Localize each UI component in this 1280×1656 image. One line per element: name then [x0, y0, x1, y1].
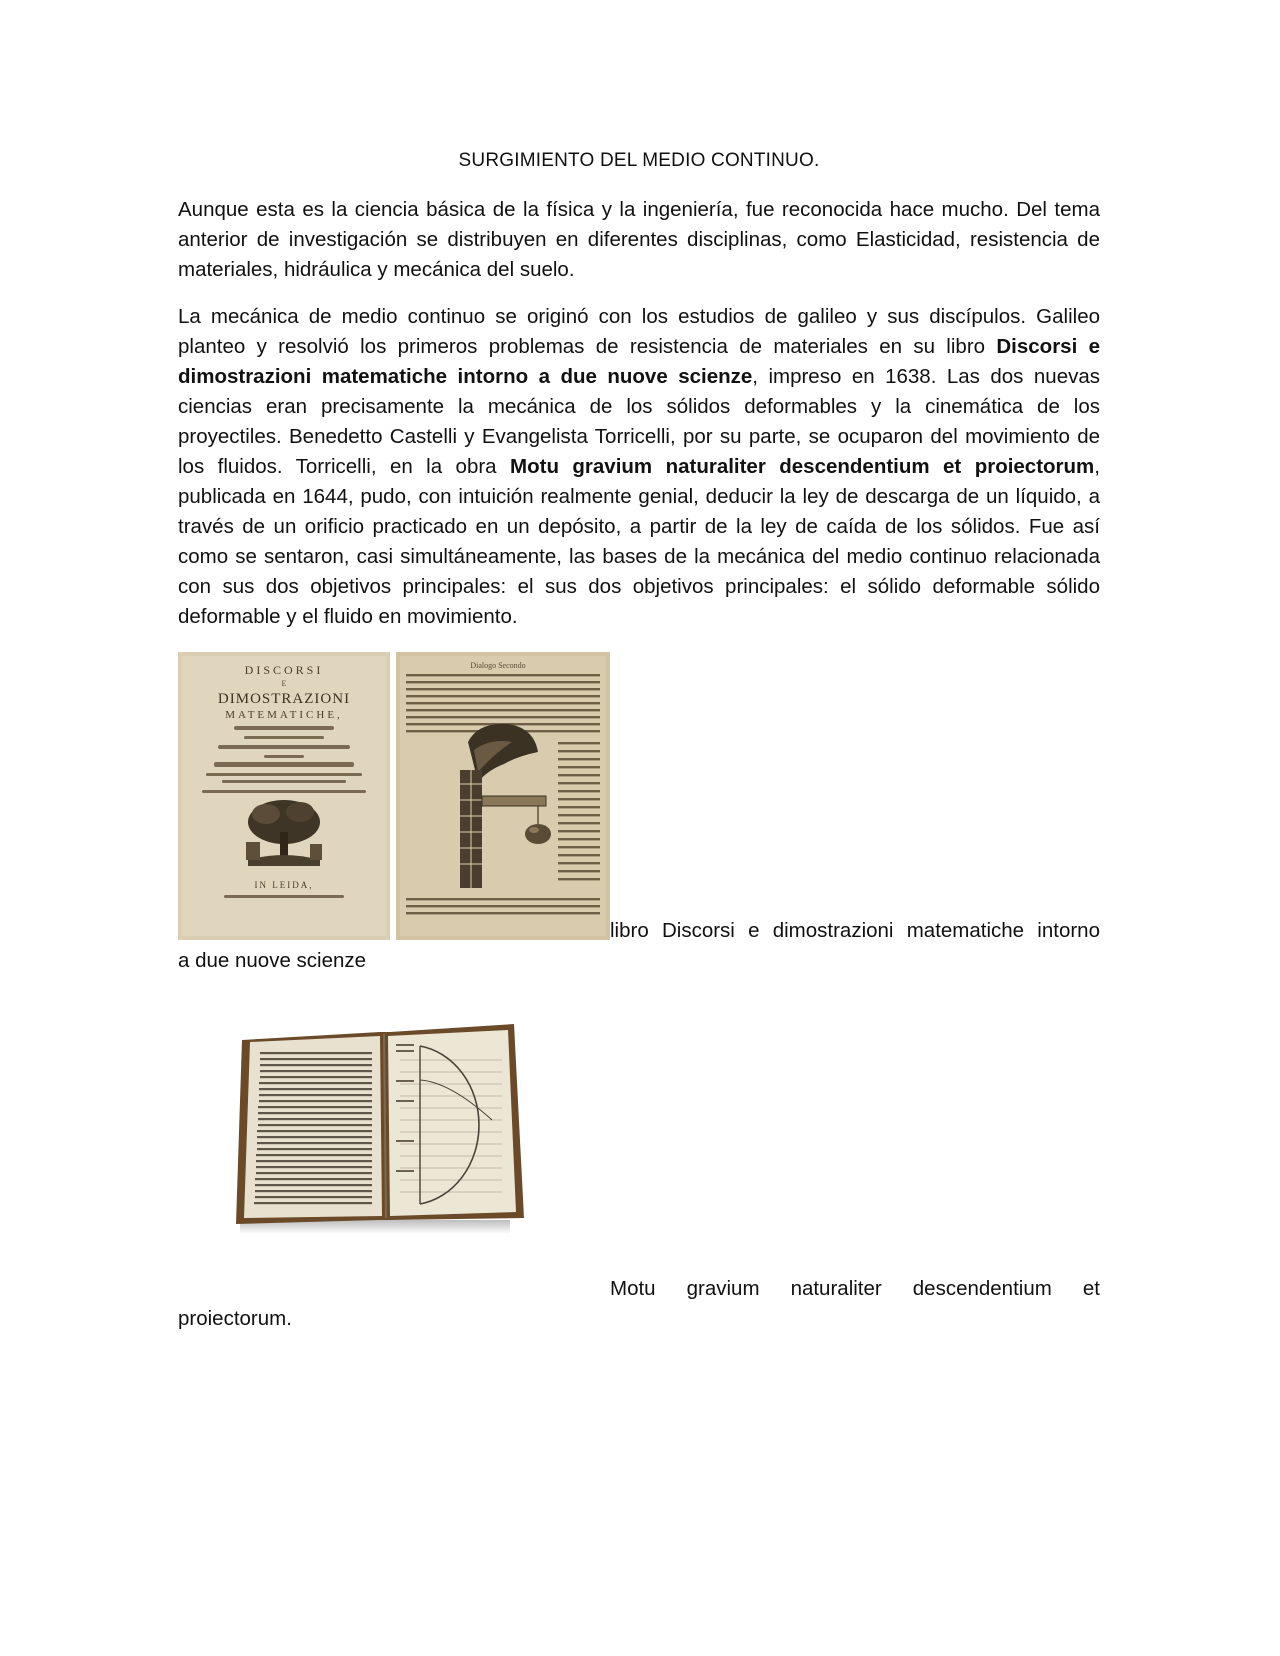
figure1-caption-line2: a due nuove scienze	[178, 949, 367, 972]
caption-word: Motu	[610, 1277, 656, 1300]
caption-word: matematiche	[906, 919, 1025, 942]
paragraph-history	[178, 302, 1100, 632]
caption-word: dimostrazioni	[772, 919, 894, 942]
figure1-caption-line1	[178, 916, 1100, 946]
caption-word: et	[1082, 1277, 1100, 1300]
cover-line-discorsi: DISCORSI	[244, 663, 324, 677]
paragraph-history-text-1: La mecánica de medio continuo se originó con los estudios de galileo y sus discípulos. Galileo planteo y resolvió los primeros problemas de resistencia de materiales en su libro	[178, 305, 1100, 358]
tree-emblem	[246, 800, 322, 866]
caption-word: gravium	[686, 1277, 760, 1300]
figure2-caption	[178, 1274, 1100, 1334]
caption-word: e	[748, 919, 760, 942]
paragraph-history-text-3: , publicada en 1644, pudo, con intuición realmente genial, deducir la ley de descarga de un líquido, a través de un orificio practicado en un depósito, a partir de la ley de caída de los sólidos. Fue así como se sentaron, casi simultáneamente, las bases de la mecánica del medio continuo relacionada con sus dos objetivos principales: el sus dos objetivos principales: el sólido deformable sólido deformable y el fluido en movimiento.	[178, 455, 1100, 628]
book-title-motu: Motu gravium naturaliter descendentium et proiectorum	[510, 455, 1095, 478]
cover-line-dimostrazioni: DIMOSTRAZIONI	[217, 691, 351, 707]
cover-line-matematiche: MATEMATICHE,	[225, 709, 343, 721]
document-title: SURGIMIENTO DEL MEDIO CONTINUO.	[458, 150, 820, 171]
motu-open-book-image	[230, 1020, 540, 1240]
caption-word: intorno	[1037, 919, 1100, 942]
paragraph-intro: Aunque esta es la ciencia básica de la física y la ingeniería, fue reconocida hace mucho. Del tema anterior de investigación se distribuyen en diferentes disciplinas, como Elasticidad, resistencia de materiales, hidráulica y mecánica del suelo.	[178, 198, 1100, 281]
figure2-caption-line1	[178, 1274, 1100, 1304]
caption-word: libro	[610, 919, 649, 942]
inner-page-header: Dialogo Secondo	[470, 661, 526, 670]
book-title-discorsi: Discorsi e dimostrazioni matematiche intorno a due nuove scienze	[178, 335, 1101, 388]
figure1-caption	[178, 916, 1100, 976]
caption-word: naturaliter	[790, 1277, 882, 1300]
caption-word: Discorsi	[661, 919, 735, 942]
caption-word: descendentium	[912, 1277, 1052, 1300]
paragraph-history-text-2: , impreso en 1638. Las dos nuevas ciencias eran precisamente la mecánica de los sólidos deformables y la cinemática de los proyectiles. Benedetto Castelli y Evangelista Torricelli, por su parte, se ocuparon del movimiento de los fluidos. Torricelli, en la obra	[178, 365, 1100, 478]
cover-line-in-leida: IN LEIDA,	[254, 880, 314, 890]
cover-line-e: E	[281, 679, 287, 688]
discorsi-book-image	[178, 652, 610, 940]
figure2-caption-line2: proiectorum.	[178, 1307, 292, 1330]
